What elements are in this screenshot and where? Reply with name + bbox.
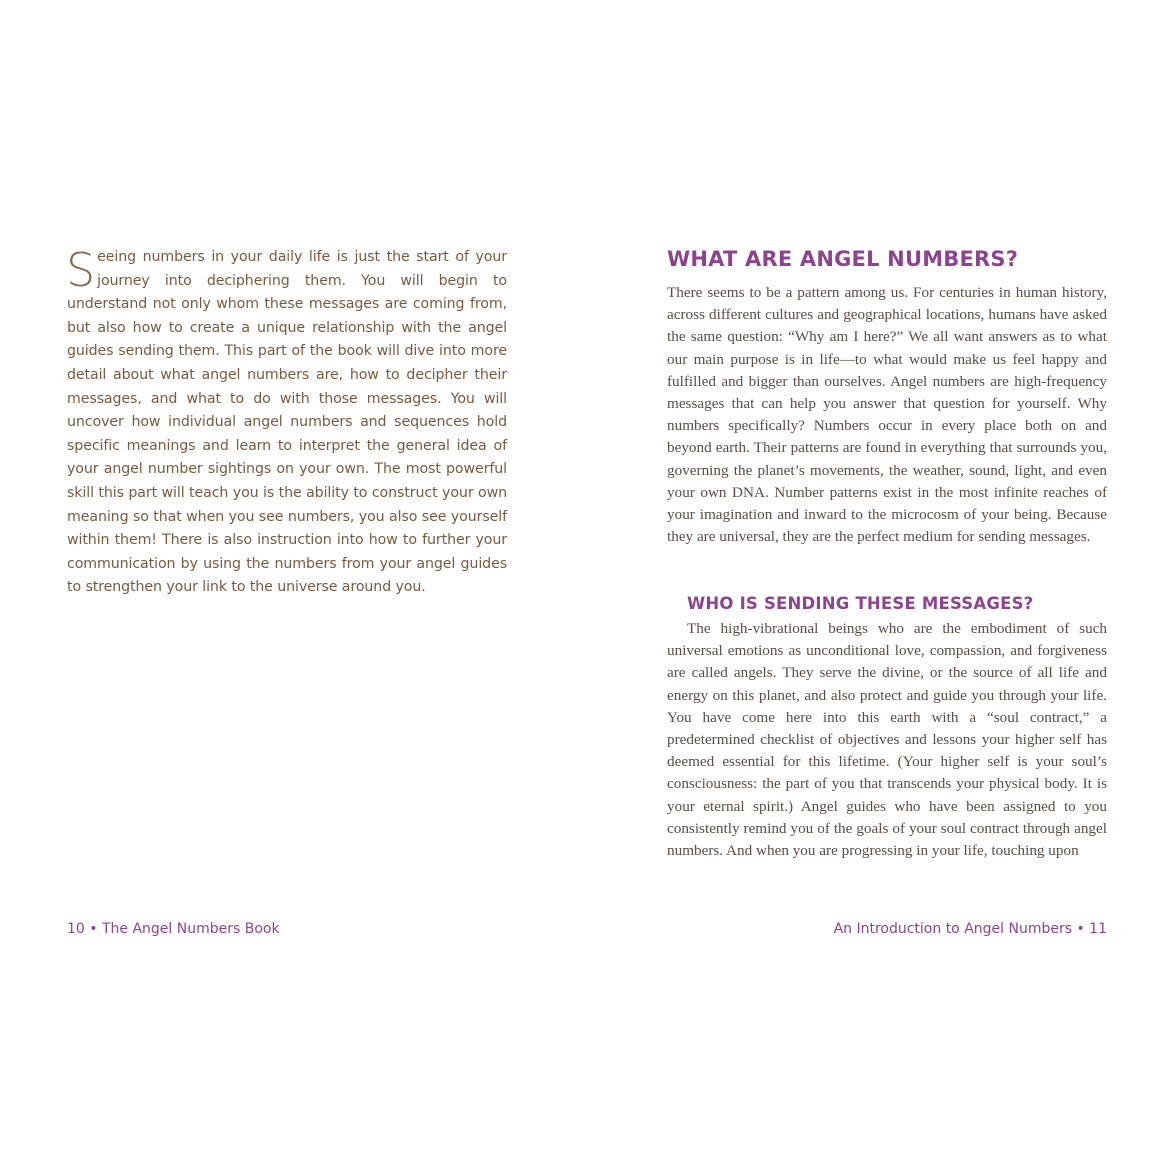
subsection-paragraph: The high-vibrational beings who are the embodiment of such universal emotions as unconditional love, compassion, and forgiveness are called angels. They serve the divine, or the source of all life and energy on this planet, and also protect and guide you through your life. You have come here into this earth with a “soul contract,” a predetermined checklist of objectives and lessons your higher self has deemed essential for this lifetime. (Your higher self is your soul’s consciousness: the part of you that transcends your physical body. It is your eternal spirit.) Angel guides who have been assigned to you consistently remind you of the goals of your soul contract through angel numbers. And when you are progressing in your life, touching upon bbox=[667, 620, 1107, 860]
right-page bbox=[586, 0, 1173, 1173]
intro-text: eeing numbers in your daily life is just the start of your journey into deciphering them. You will begin to understand not only whom these messages are coming from, but also how to create a unique relationship with the angel guides sending them. This part of the book will dive into more detail about what angel numbers are, how to decipher their messages, and what to do with those messages. You will uncover how individual angel numbers and sequences hold specific meanings and learn to interpret the general idea of your angel number sightings on your own. The most powerful skill this part will teach you is the ability to construct your own meaning so that when you see numbers, you also see yourself within them! There is also instruction into how to further your communication by using the numbers from your angel guides to strengthen your link to the universe around you. bbox=[67, 249, 507, 596]
intro-paragraph bbox=[66, 243, 507, 600]
right-page-footer: An Introduction to Angel Numbers • 11 bbox=[833, 921, 1107, 937]
left-page-footer: 10 • The Angel Numbers Book bbox=[67, 921, 280, 937]
section-paragraph: There seems to be a pattern among us. For centuries in human history, across different cultures and geographical locations, humans have asked the same question: “Why am I here?” We all want answers as to what our main purpose is in life—to what would make us feel happy and fulfilled and bigger than ourselves. Angel numbers are high-frequency messages that can help you answer that question for yourself. Why numbers specifically? Numbers occur in every place both on and beyond earth. Their patterns are found in everything that surrounds you, governing the planet’s movements, the weather, sound, light, and even your own DNA. Number patterns exist in the most infinite reaches of your imagination and inward to the microcosm of your being. Because they are universal, they are the perfect medium for sending messages. bbox=[667, 284, 1107, 546]
section-heading: WHAT ARE ANGEL NUMBERS? bbox=[667, 247, 1019, 271]
left-page bbox=[0, 0, 586, 1173]
drop-cap: S bbox=[66, 243, 96, 297]
subsection-heading: WHO IS SENDING THESE MESSAGES? bbox=[687, 594, 1034, 613]
